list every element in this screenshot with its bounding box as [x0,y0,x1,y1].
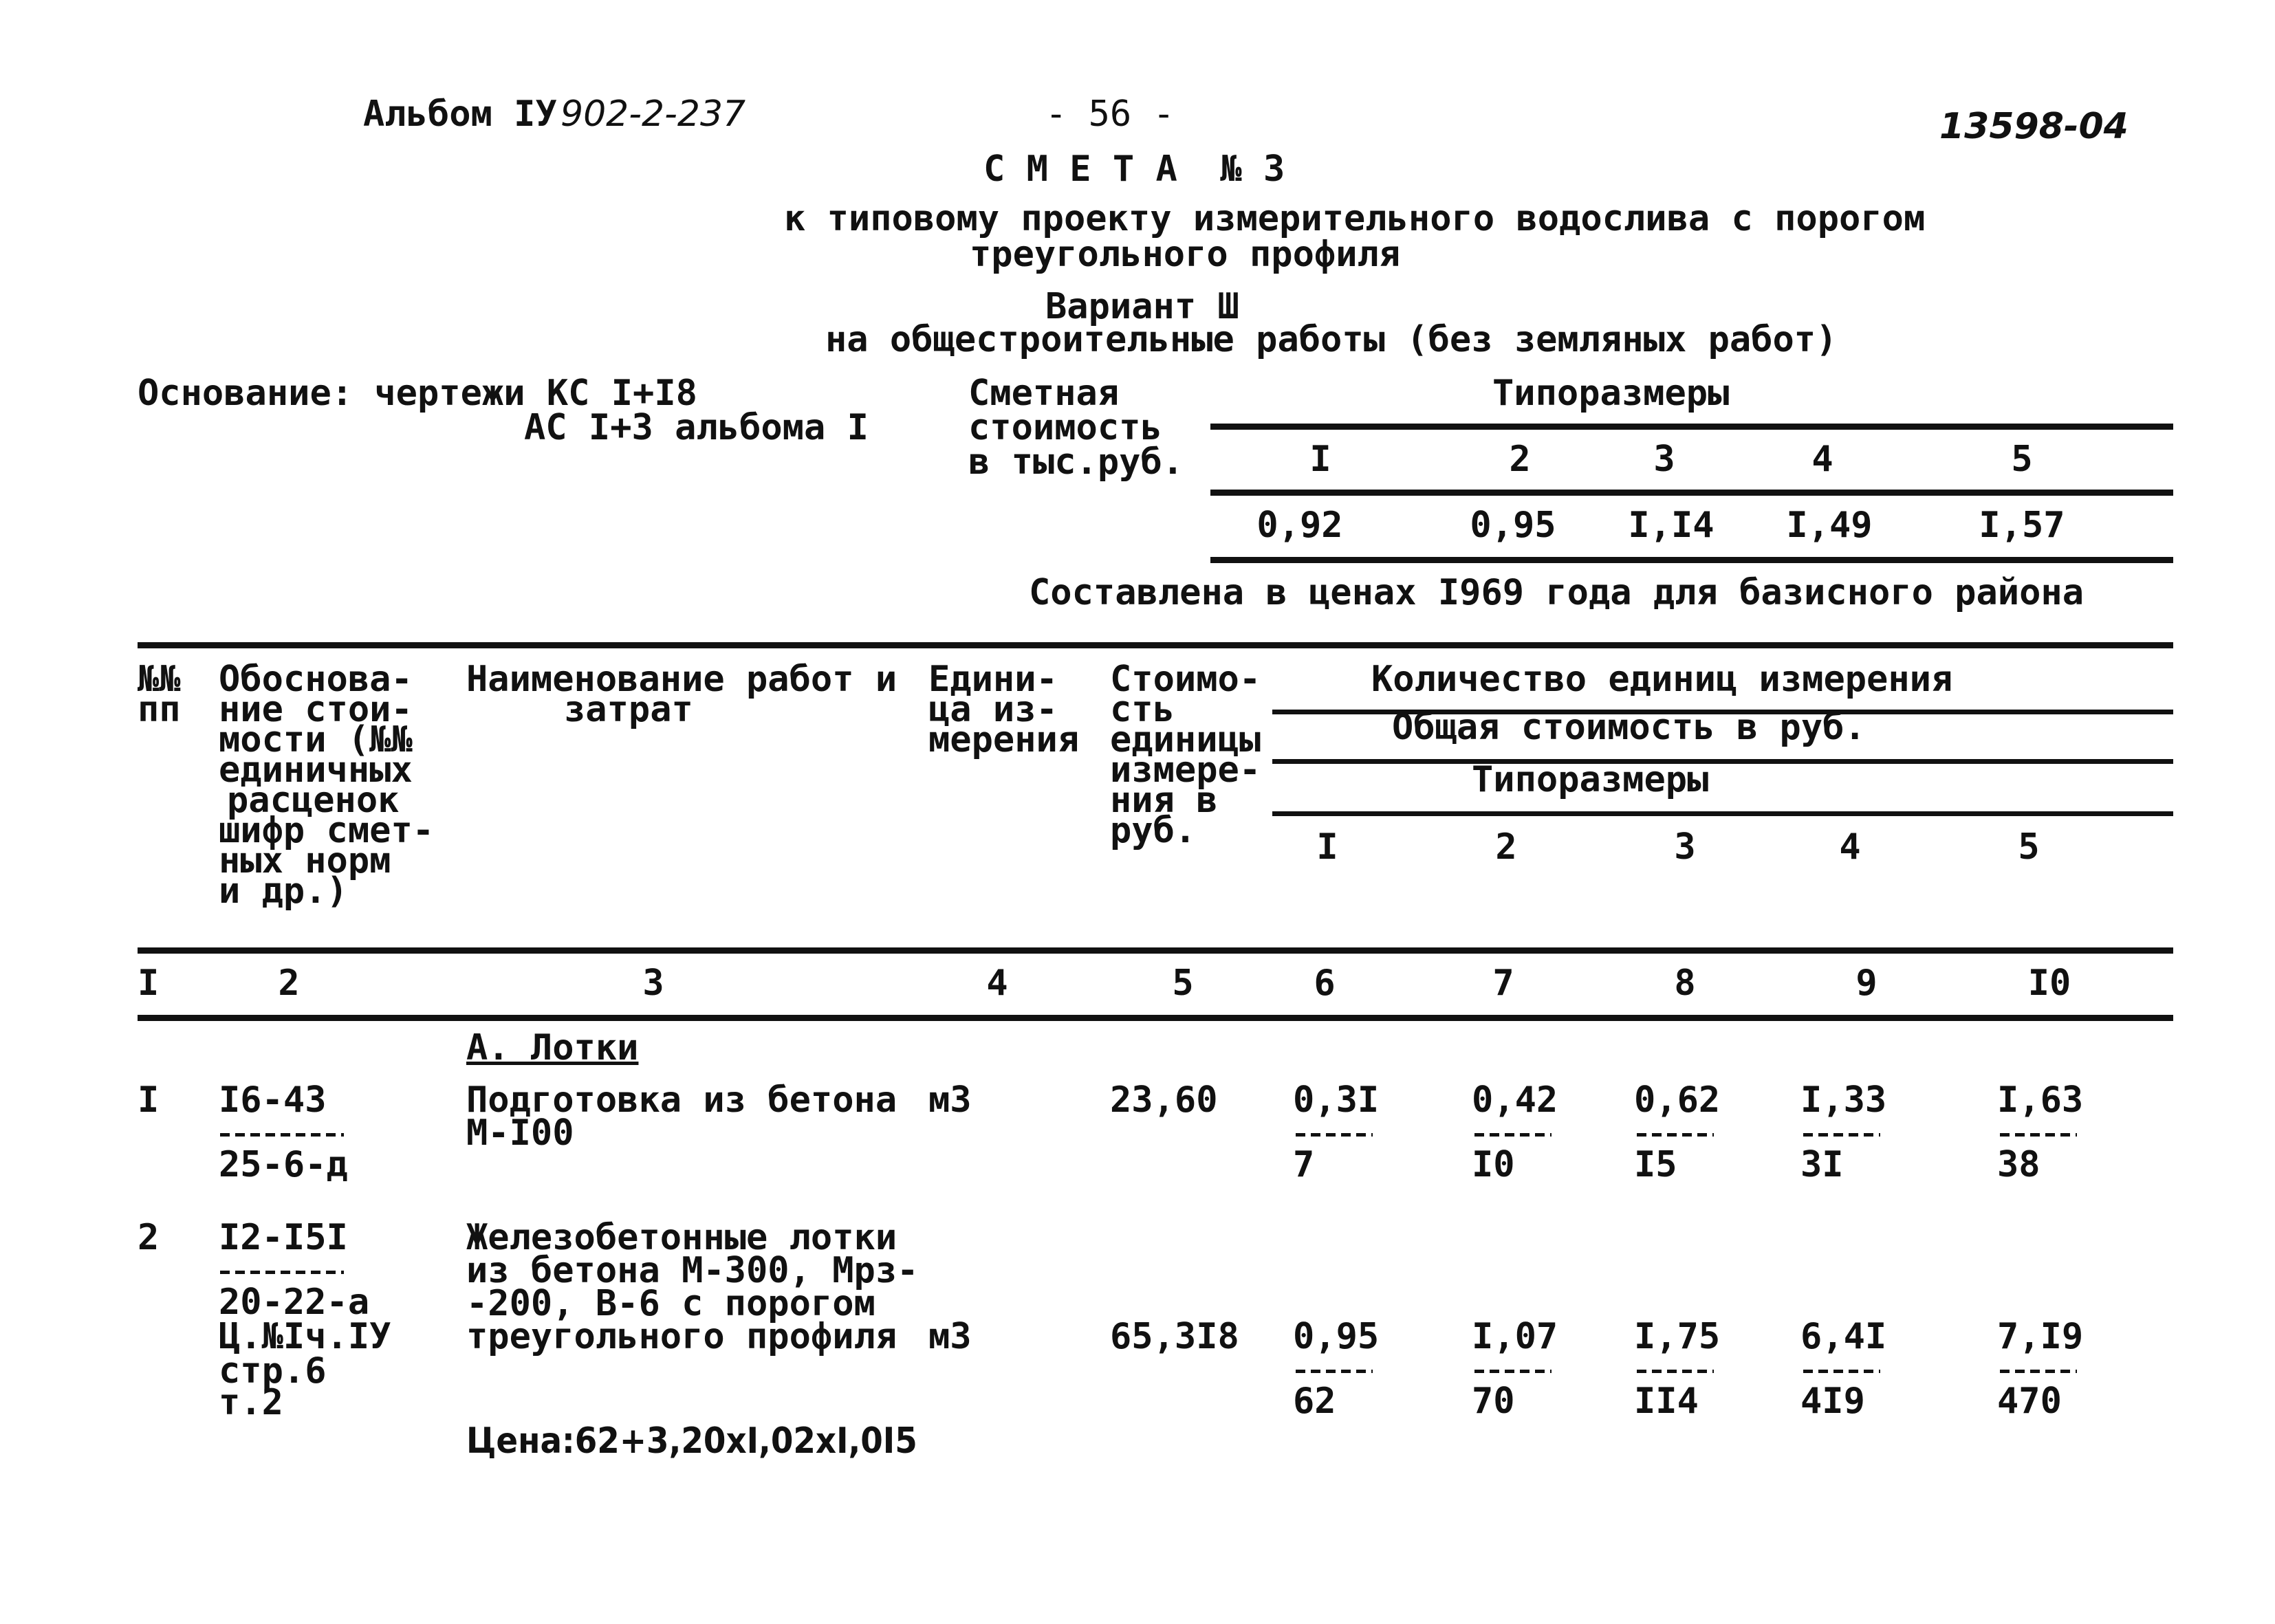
rule-group-2 [1272,759,2173,764]
row1-total-3: I5 [1634,1144,1677,1185]
row2-qty-1: 0,95 [1293,1316,1380,1357]
row1-divider-1 [1296,1133,1373,1137]
title-line-1: к типовому проекту измерительного водослива с порогом [784,198,1926,239]
row2-total-1: 62 [1293,1381,1336,1422]
col4-header-1: Едини- [928,659,1058,700]
variant-label: Вариант Ш [1045,286,1239,327]
row2-basis-bottom-3: стр.6 [219,1350,327,1392]
row2-basis-top: I2-I5I [219,1217,348,1258]
row1-name-2: М-I00 [466,1112,574,1154]
document-code: 13598-04 [1939,106,2129,147]
row2-total-5: 470 [1997,1381,2062,1422]
col-number-1: I [138,963,160,1004]
row2-unit-cost: 65,3I8 [1110,1316,1239,1357]
row2-qty-5: 7,I9 [1997,1316,2084,1357]
col2-header-1: Обоснова- [219,659,413,700]
row2-total-4: 4I9 [1800,1381,1865,1422]
col2-header-5: расценок [227,780,400,821]
scope-label: на общестроительные работы (без земляных работ) [825,319,1838,360]
row2-name-1: Железобетонные лотки [466,1217,897,1258]
group-header-quantity: Количество единиц измерения [1371,659,1953,700]
row1-name-1: Подготовка из бетона [466,1079,897,1121]
col-number-3: 3 [642,963,664,1004]
table-top-rule [138,642,2173,648]
row1-unit: м3 [928,1079,972,1121]
col4-header-3: мерения [928,719,1080,760]
document-title: С М Е Т А № 3 [983,149,1285,190]
section-title: А. Лотки [466,1027,639,1068]
estimate-cost-label-3: в тыс.руб. [968,441,1184,483]
col3-header-2: затрат [564,689,693,730]
estimate-sizes-header: Типоразмеры [1492,373,1730,414]
row1-basis-top: I6-43 [219,1079,327,1121]
col3-header-1: Наименование работ и [466,659,897,700]
col2-header-7: ных норм [219,840,391,881]
estimate-cost-label-1: Сметная [968,373,1120,414]
col-number-9: 9 [1855,963,1877,1004]
col5-header-1: Стоимо- [1110,659,1261,700]
group-header-total: Общая стоимость в руб. [1392,707,1866,748]
col-number-2: 2 [278,963,300,1004]
row1-total-5: 38 [1997,1144,2040,1185]
size-col-4: 4 [1839,826,1861,868]
row2-total-2: 70 [1472,1381,1515,1422]
col5-header-3: единицы [1110,719,1261,760]
size-col-1: I [1316,826,1338,868]
row1-divider-2 [1474,1133,1552,1137]
col2-header-4: единичных [219,749,413,791]
col1-header-1: №№ [138,659,181,700]
size-col-2: 2 [1495,826,1517,868]
page-number: - 56 - [1045,94,1175,135]
rule-estimate-1 [1210,424,2173,430]
estimate-value-4: I,49 [1786,505,1873,546]
row1-divider-3 [1637,1133,1714,1137]
album-label: Альбом IУ [363,94,557,135]
row1-qty-5: I,63 [1997,1079,2084,1121]
row2-basis-divider [220,1271,344,1274]
estimate-cost-label-2: стоимость [968,407,1162,448]
row2-number: 2 [138,1217,160,1258]
row1-total-4: 3I [1800,1144,1844,1185]
col2-header-3: мости (№№ [219,719,413,760]
row1-qty-2: 0,42 [1472,1079,1558,1121]
rule-group-3 [1272,811,2173,816]
size-col-5: 5 [2018,826,2040,868]
col-number-5: 5 [1172,963,1194,1004]
row1-divider-5 [2000,1133,2077,1137]
estimate-value-3: I,I4 [1628,505,1715,546]
basis-line-2: АС I+3 альбома I [524,407,869,448]
size-col-3: 3 [1674,826,1696,868]
rule-header-bottom [138,947,2173,954]
row2-divider-2 [1474,1370,1552,1373]
estimate-value-5: I,57 [1979,505,2065,546]
estimate-size-1: I [1309,439,1331,480]
col2-header-2: ние стои- [219,689,413,730]
col5-header-5: ния в [1110,780,1218,821]
estimate-size-5: 5 [2011,439,2033,480]
row1-unit-cost: 23,60 [1110,1079,1218,1121]
compiled-note: Составлена в ценах I969 года для базисного района [1029,572,2084,613]
row2-basis-bottom-1: 20-22-а [219,1282,370,1323]
col2-header-6: шифр смет- [219,810,435,851]
rule-estimate-3 [1210,557,2173,563]
col5-header-2: сть [1110,689,1175,730]
title-line-2: треугольного профиля [970,234,1401,275]
estimate-value-2: 0,95 [1470,505,1556,546]
rule-estimate-2 [1210,490,2173,496]
row1-number: I [138,1079,160,1121]
estimate-size-4: 4 [1811,439,1833,480]
row2-unit: м3 [928,1316,972,1357]
row2-price-note: Цена:62+3,20хI,02хI,0I5 [466,1420,917,1462]
row2-name-3: -200, В-6 с порогом [466,1283,875,1324]
col-number-7: 7 [1492,963,1514,1004]
row2-name-2: из бетона М-300, Мрз- [466,1250,919,1291]
col5-header-6: руб. [1110,810,1197,851]
col1-header-2: пп [138,689,181,730]
col-number-4: 4 [986,963,1008,1004]
album-handwritten-number: 902-2-237 [560,94,746,135]
estimate-size-2: 2 [1509,439,1531,480]
estimate-size-3: 3 [1653,439,1675,480]
row2-divider-3 [1637,1370,1714,1373]
row1-qty-4: I,33 [1800,1079,1887,1121]
col2-header-8: и др.) [219,870,348,912]
row2-divider-5 [2000,1370,2077,1373]
row2-name-4: треугольного профиля [466,1316,897,1357]
estimate-value-1: 0,92 [1256,505,1343,546]
row2-qty-2: I,07 [1472,1316,1558,1357]
row2-qty-4: 6,4I [1800,1316,1887,1357]
col-number-8: 8 [1674,963,1696,1004]
row1-qty-1: 0,3I [1293,1079,1380,1121]
row1-basis-bottom: 25-6-д [219,1144,348,1185]
row1-divider-4 [1803,1133,1880,1137]
row2-total-3: II4 [1634,1381,1699,1422]
rule-col-numbers-bottom [138,1015,2173,1021]
row2-basis-bottom-4: т.2 [219,1382,283,1423]
row2-basis-bottom-2: Ц.№Iч.IУ [219,1316,391,1357]
basis-line-1: Основание: чертежи КС I+I8 [138,373,697,414]
row1-qty-3: 0,62 [1634,1079,1721,1121]
col-number-6: 6 [1314,963,1336,1004]
col4-header-2: ца из- [928,689,1058,730]
row2-divider-4 [1803,1370,1880,1373]
row1-basis-divider [220,1133,344,1137]
row2-qty-3: I,75 [1634,1316,1721,1357]
col-number-10: I0 [2027,963,2071,1004]
row2-divider-1 [1296,1370,1373,1373]
row1-total-2: I0 [1472,1144,1515,1185]
col5-header-4: измере- [1110,749,1261,791]
group-header-sizes: Типоразмеры [1472,759,1709,800]
row1-total-1: 7 [1293,1144,1315,1185]
